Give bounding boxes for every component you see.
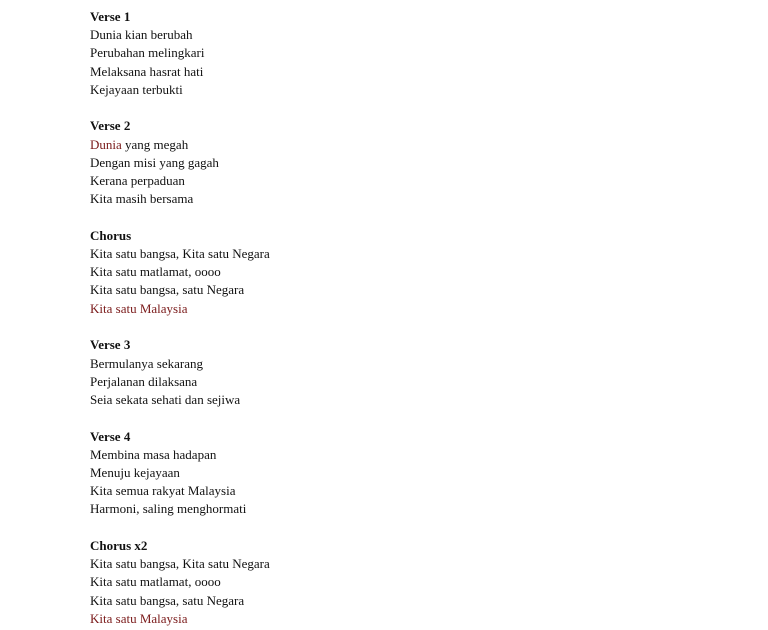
verse-2-section: [90, 117, 270, 208]
lyric-line: Kita satu bangsa, Kita satu Negara: [90, 556, 270, 572]
lyric-line: Kita satu matlamat, oooo: [90, 264, 221, 280]
lyric-line: Seia sekata sehati dan sejiwa: [90, 391, 241, 407]
lyric-line: Membina masa hadapan: [90, 446, 217, 462]
lyric-line: Bermulanya sekarang: [90, 355, 203, 371]
lyric-line: Kita masih bersama: [90, 191, 194, 207]
verse-4-section: [90, 428, 270, 519]
lyric-line: Kejayaan terbukti: [90, 81, 183, 97]
chorus-section: [90, 227, 270, 318]
section-heading: Verse 3: [90, 337, 131, 353]
lyric-line: Kita semua rakyat Malaysia: [90, 483, 236, 499]
lyric-line: Melaksana hasrat hati: [90, 63, 204, 79]
lyric-line: Perjalanan dilaksana: [90, 373, 198, 389]
section-heading: Verse 2: [90, 118, 131, 134]
lyric-line: Kita satu matlamat, oooo: [90, 574, 221, 590]
highlighted-word: Dunia: [90, 136, 122, 152]
highlighted-lyric-line: Kita satu Malaysia: [90, 300, 188, 316]
lyric-line: Harmoni, saling menghormati: [90, 501, 247, 517]
lyric-line: Dunia kian berubah: [90, 27, 193, 43]
lyric-line: Dengan misi yang gagah: [90, 154, 219, 170]
section-heading: Chorus: [90, 227, 132, 243]
lyric-line: [90, 136, 270, 154]
verse-1-section: [90, 8, 270, 99]
verse-3-section: [90, 336, 270, 409]
section-heading: Verse 1: [90, 9, 131, 24]
lyric-line: Kita satu bangsa, satu Negara: [90, 282, 245, 298]
lyric-line: Menuju kejayaan: [90, 464, 180, 480]
lyric-line: Kita satu bangsa, satu Negara: [90, 592, 245, 608]
lyric-line: Kita satu bangsa, Kita satu Negara: [90, 246, 270, 262]
highlighted-lyric-line: Kita satu Malaysia: [90, 610, 188, 626]
lyric-line: Perubahan melingkari: [90, 45, 205, 61]
section-heading: Chorus x2: [90, 538, 148, 553]
section-heading: Verse 4: [90, 428, 131, 444]
lyric-line-rest: yang megah: [121, 136, 189, 152]
lyric-line: Kerana perpaduan: [90, 173, 185, 188]
lyrics-document: [90, 8, 270, 628]
chorus-x2-section: [90, 537, 270, 628]
